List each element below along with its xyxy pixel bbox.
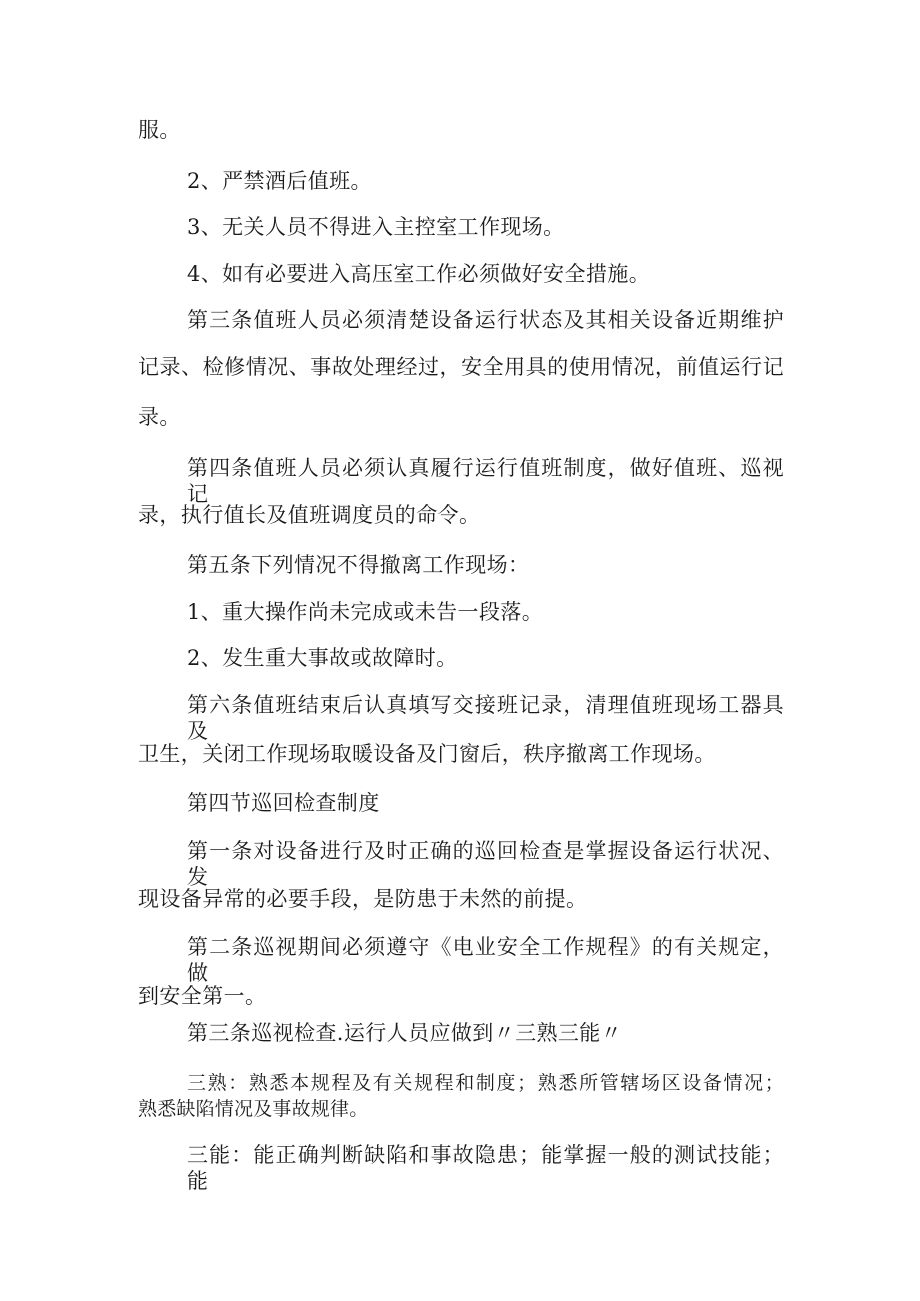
paragraph-line: 录，执行值长及值班调度员的命令。 [138,503,481,527]
paragraph-line: 第五条下列情况不得撤离工作现场： [187,553,530,577]
paragraph-line: 熟悉缺陷情况及事故规律。 [138,1098,369,1120]
paragraph-line: 第一条对设备进行及时正确的巡回检查是掌握设备运行状况、发 [187,839,784,889]
paragraph-line: 第四条值班人员必须认真履行运行值班制度，做好值班、巡视记 [187,456,784,506]
text-line: 服。 [138,118,181,142]
paragraph-line: 到安全第一。 [138,984,267,1008]
paragraph-line: 录。 [138,405,181,429]
list-item: 3、无关人员不得进入主控室工作现场。 [187,215,565,239]
paragraph-line: 三能：能正确判断缺陷和事故隐患；能掌握一般的测试技能；能 [187,1143,784,1193]
paragraph-line: 记录、检修情况、事故处理经过，安全用具的使用情况，前值运行记 [138,355,784,379]
list-item: 1、重大操作尚未完成或未告一段落。 [187,600,544,624]
list-item: 2、严禁酒后值班。 [187,169,372,193]
paragraph-line: 第三条值班人员必须清楚设备运行状态及其相关设备近期维护 [187,308,784,332]
paragraph-line: 卫生，关闭工作现场取暖设备及门窗后，秩序撤离工作现场。 [138,742,716,766]
list-item: 4、如有必要进入高压室工作必须做好安全措施。 [187,262,651,286]
paragraph-line: 三熟：熟悉本规程及有关规程和制度；熟悉所管辖场区设备情况； [187,1072,784,1094]
paragraph-line: 第三条巡视检查.运行人员应做到〃三熟三能〃 [187,1021,623,1045]
paragraph-line: 第二条巡视期间必须遵守《电业安全工作规程》的有关规定，做 [187,935,784,985]
list-item: 2、发生重大事故或故障时。 [187,646,458,670]
section-heading: 第四节巡回检查制度 [187,791,380,815]
paragraph-line: 第六条值班结束后认真填写交接班记录，清理值班现场工器具及 [187,693,784,743]
paragraph-line: 现设备异常的必要手段，是防患于未然的前提。 [138,887,588,911]
